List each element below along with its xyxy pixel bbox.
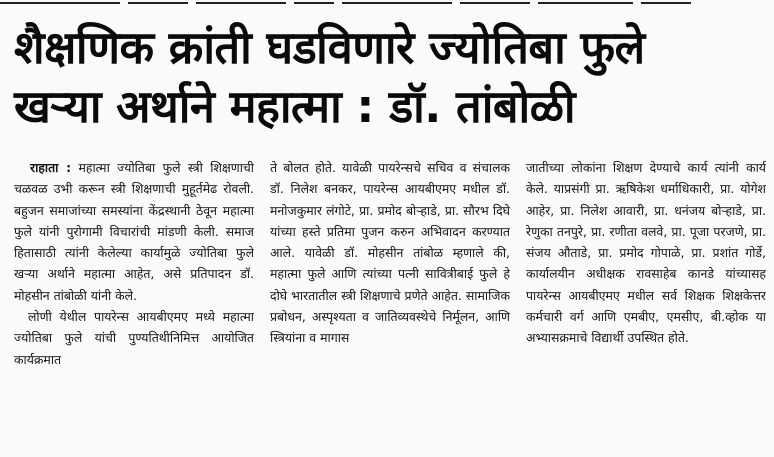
article-column-1	[14, 157, 254, 453]
article-body	[14, 157, 766, 453]
article-paragraph: ते बोलत होते. यावेळी पायरेन्सचे सचिव व संचालक डॉ. निलेश बनकर, पायरेन्स आयबीएमए मधील डॉ. मनोजकुमार लंगोटे, प्रा. प्रमोद बोऱ्हाडे, प्रा. सौरभ दिघे यांच्या हस्ते प्रतिमा पुजन करुन अभिवादन करण्यात आले. यावेळी डॉ. मोहसीन तांबोळ म्हणाले की, महात्मा फुले आणि त्यांच्या पत्नी सावित्रीबाई फुले हे दोघे भारतातील स्त्री शिक्षणाचे प्रणेते आहेत. सामाजिक प्रबोधन, अस्पृश्यता व जातिव्यवस्थेचे निर्मूलन, आणि स्त्रियांना व मागास	[270, 160, 510, 346]
dateline: राहाता :	[30, 160, 72, 175]
article-column-3	[526, 157, 766, 453]
headline	[14, 18, 764, 136]
article-text: महात्मा ज्योतिबा फुले स्त्री शिक्षणाची चळवळ उभी करून स्त्री शिक्षणाची मुहूर्तमेढ रोवली. बहुजन समाजांच्या समस्यांना केंद्रस्थानी ठेवून महात्मा फुले यांनी पुरोगामी विचारांची मांडणी केली. समाज हितासाठी त्यांनी केलेल्या कार्यामुळे ज्योतिबा फुले खऱ्या अर्थाने महात्मा आहेत, असे प्रतिपादन डॉ. मोहसीन तांबोळी यांनी केले.	[14, 160, 254, 303]
article-paragraph: जातीच्या लोकांना शिक्षण देण्याचे कार्य त्यांनी कार्य केले. याप्रसंगी प्रा. ऋषिकेश धर्माधिकारी, प्रा. योगेश आहेर, प्रा. निलेश आवारी, प्रा. धनंजय बोऱ्हाडे, प्रा. रेणुका तनपुरे, प्रा. रणीता वलवे, प्रा. पूजा परजणे, प्रा. संजय औताडे, प्रा. प्रमोद गोपाळे, प्रा. प्रशांत गोर्डे, कार्यालयीन अधीक्षक रावसाहेब कानडे यांच्यासह पायरेन्स आयबीएमए मधील सर्व शिक्षक शिक्षकेत्तर कर्मचारी वर्ग आणि एमबीए, एमसीए, बी.व्होक या अभ्यासक्रमाचे विद्यार्थी उपस्थित होते.	[526, 160, 766, 346]
top-dashed-rule	[0, 0, 774, 8]
headline-line-1: शैक्षणिक क्रांती घडविणारे ज्योतिबा फुले	[14, 21, 645, 74]
article-paragraph	[14, 157, 254, 306]
headline-line-2: खऱ्या अर्थाने महात्मा : डॉ. तांबोळी	[14, 80, 576, 133]
article-paragraph: लोणी येथील पायरेन्स आयबीएमए मध्ये महात्मा ज्योतिबा फुले यांची पुण्यतिथीनिमित्त आयोजित कार्यक्रमात	[14, 309, 254, 367]
article-column-2	[270, 157, 510, 453]
